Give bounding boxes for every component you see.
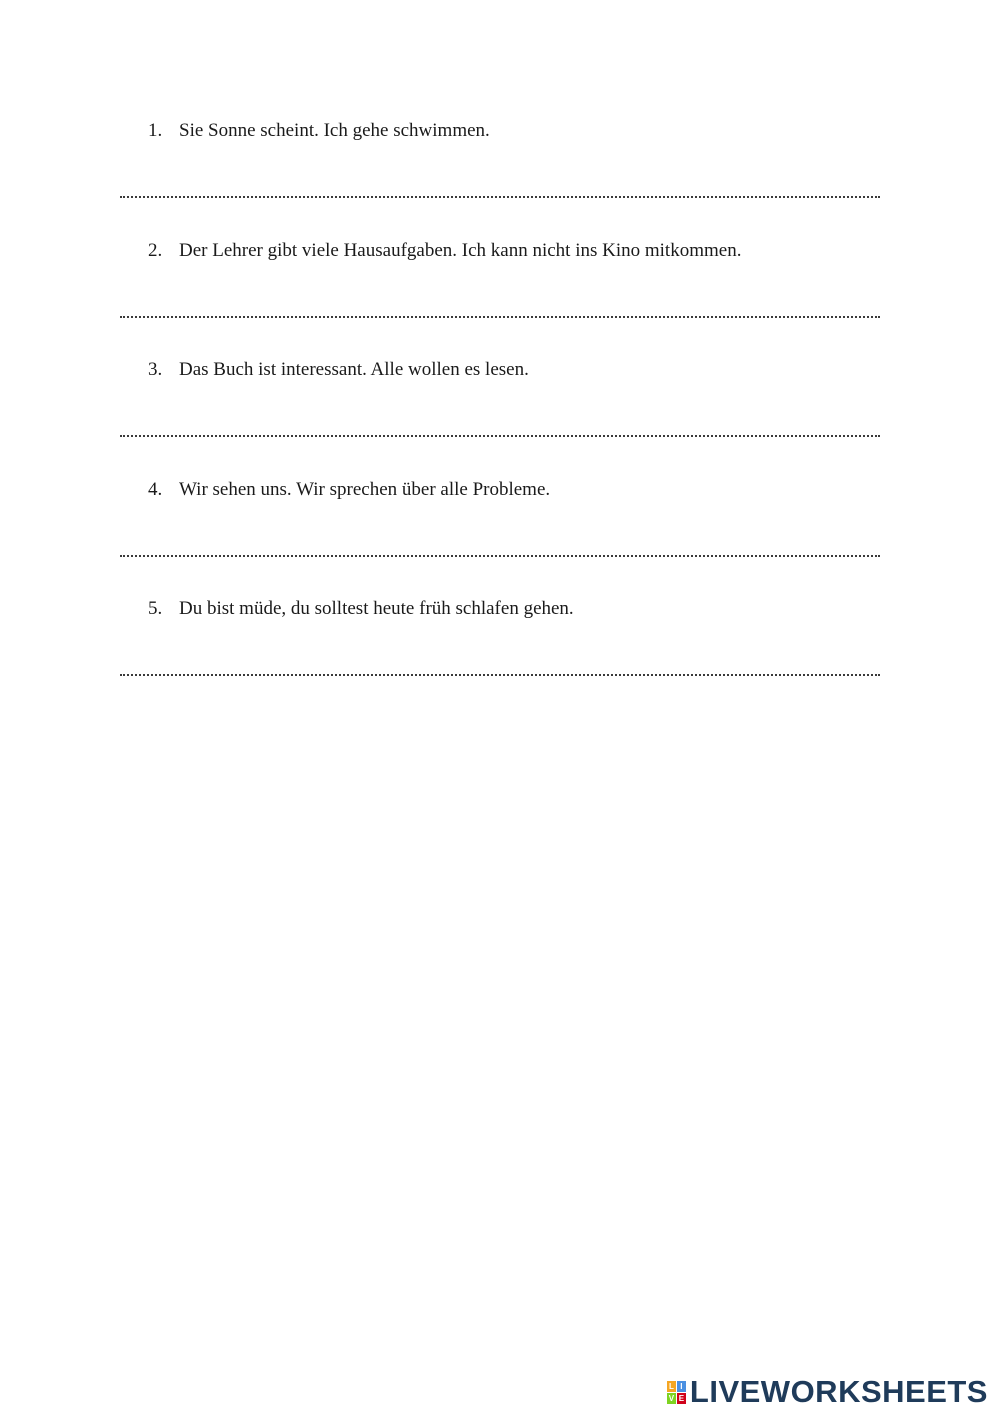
- liveworksheets-brand: [667, 1376, 988, 1408]
- question-text: Wir sehen uns. Wir sprechen über alle Probleme.: [179, 479, 551, 500]
- liveworksheets-logo-icon: [667, 1381, 686, 1404]
- question-number: 5.: [148, 598, 163, 619]
- question-text: Du bist müde, du solltest heute früh schlafen gehen.: [179, 598, 574, 619]
- question-number: 3.: [148, 359, 163, 380]
- question-text: Der Lehrer gibt viele Hausaufgaben. Ich kann nicht ins Kino mitkommen.: [179, 240, 742, 261]
- question-number: 4.: [148, 479, 163, 500]
- brand-name: LIVEWORKSHEETS: [689, 1374, 988, 1409]
- answer-line-2[interactable]: [120, 316, 880, 318]
- question-2: [148, 239, 741, 263]
- answer-line-5[interactable]: [120, 674, 880, 676]
- question-5: [148, 597, 574, 621]
- logo-letter: L: [667, 1381, 676, 1392]
- question-3: [148, 358, 529, 382]
- answer-line-1[interactable]: [120, 196, 880, 198]
- logo-letter: V: [668, 1393, 675, 1403]
- question-text: Sie Sonne scheint. Ich gehe schwimmen.: [179, 120, 490, 141]
- logo-letter: I: [677, 1381, 686, 1392]
- answer-line-4[interactable]: [120, 555, 880, 557]
- question-number: 1.: [148, 120, 163, 141]
- question-number: 2.: [148, 240, 163, 261]
- question-4: [148, 478, 550, 502]
- logo-letter: E: [678, 1393, 685, 1403]
- question-text: Das Buch ist interessant. Alle wollen es lesen.: [179, 359, 529, 380]
- answer-line-3[interactable]: [120, 435, 880, 437]
- question-1: [148, 119, 490, 143]
